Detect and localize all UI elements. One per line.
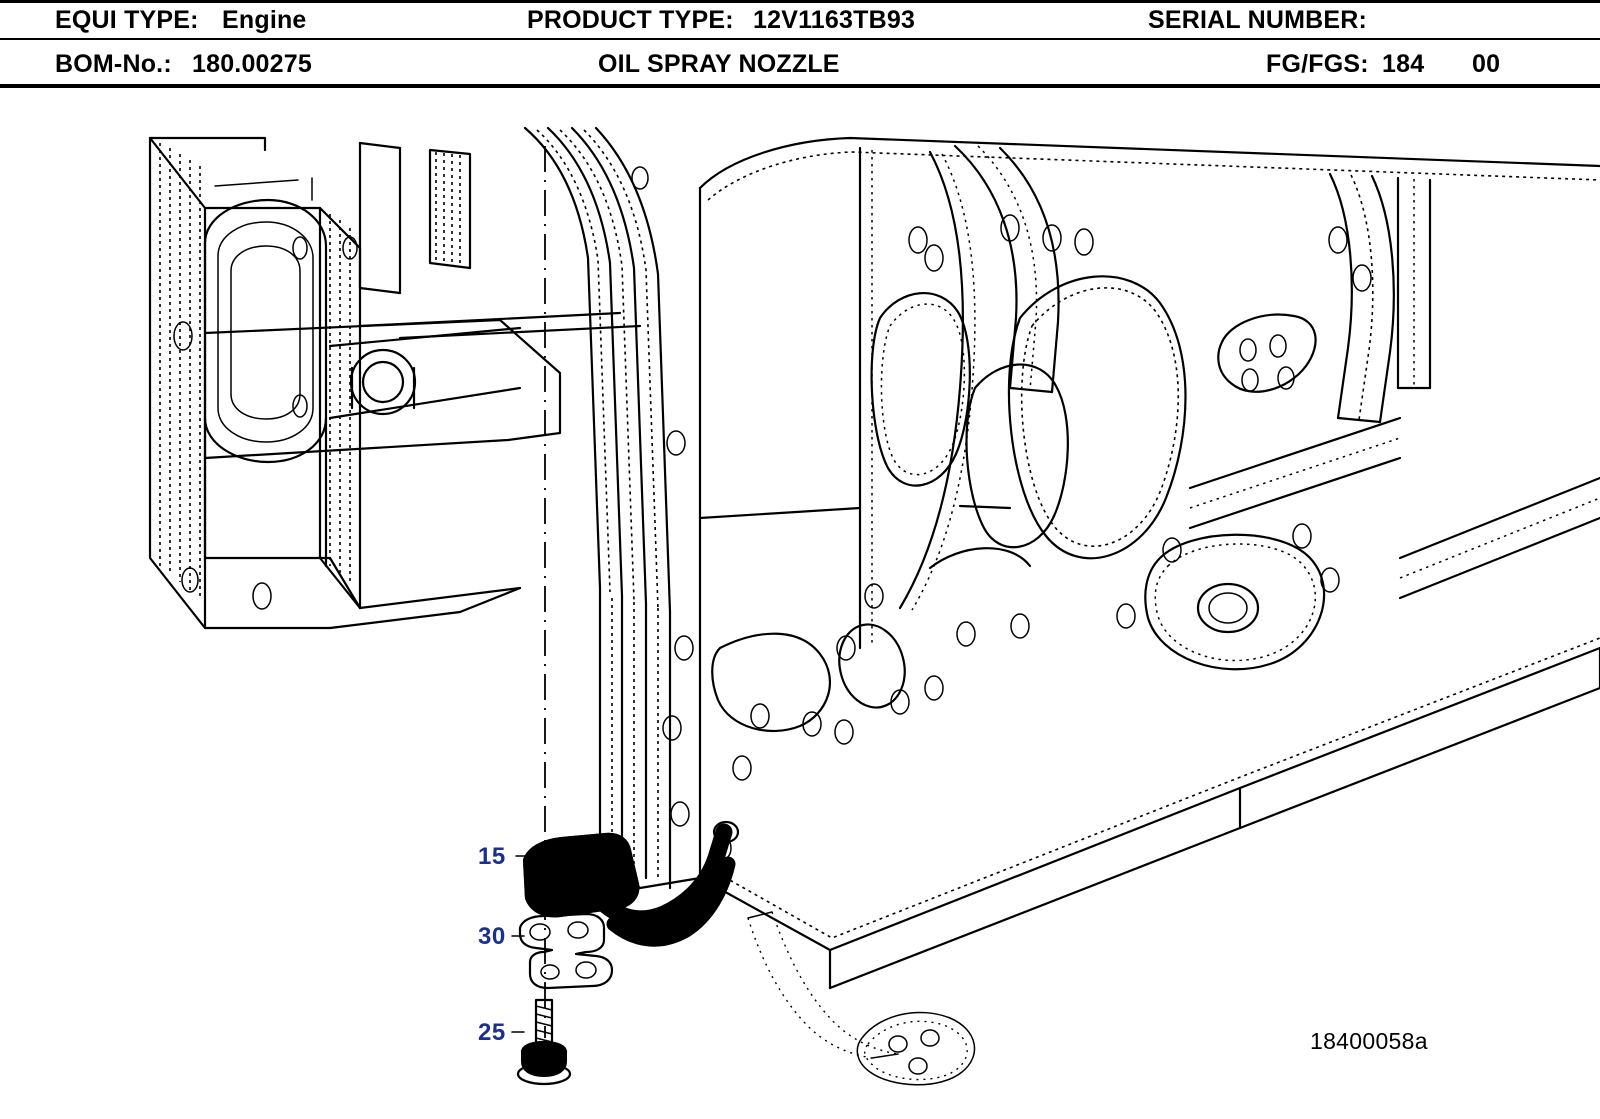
bom-number-label: BOM-No.: (55, 50, 172, 78)
crankcase-assembly-drawing (0, 88, 1600, 1119)
header-row-2 (0, 42, 1600, 80)
equi-type-value: Engine (222, 6, 307, 34)
serial-number-label: SERIAL NUMBER: (1148, 6, 1368, 34)
page-header (0, 0, 1600, 84)
crankcase-left-section (150, 138, 640, 628)
part-30-retaining-plate (520, 914, 612, 988)
product-type-label: PRODUCT TYPE: (527, 6, 734, 34)
callout-25: 25 (478, 1019, 506, 1046)
header-row-1 (0, 2, 1600, 40)
fg-fgs-label: FG/FGS: (1266, 50, 1369, 78)
fgs-value: 00 (1472, 50, 1501, 78)
page-title: OIL SPRAY NOZZLE (598, 50, 840, 78)
figure-code: 18400058a (1310, 1028, 1428, 1054)
header-mid-rule (0, 38, 1600, 40)
technical-drawing (0, 88, 1600, 1119)
crankcase-right-wall (700, 138, 1600, 988)
callout-30: 30 (478, 923, 506, 950)
bom-number-value: 180.00275 (192, 50, 312, 78)
equi-type-label: EQUI TYPE: (55, 6, 199, 34)
product-type-value: 12V1163TB93 (753, 6, 916, 34)
part-25-screw (518, 1000, 570, 1084)
callout-15: 15 (478, 843, 506, 870)
part-15-spray-nozzle (524, 822, 738, 939)
fg-value: 184 (1382, 50, 1425, 78)
